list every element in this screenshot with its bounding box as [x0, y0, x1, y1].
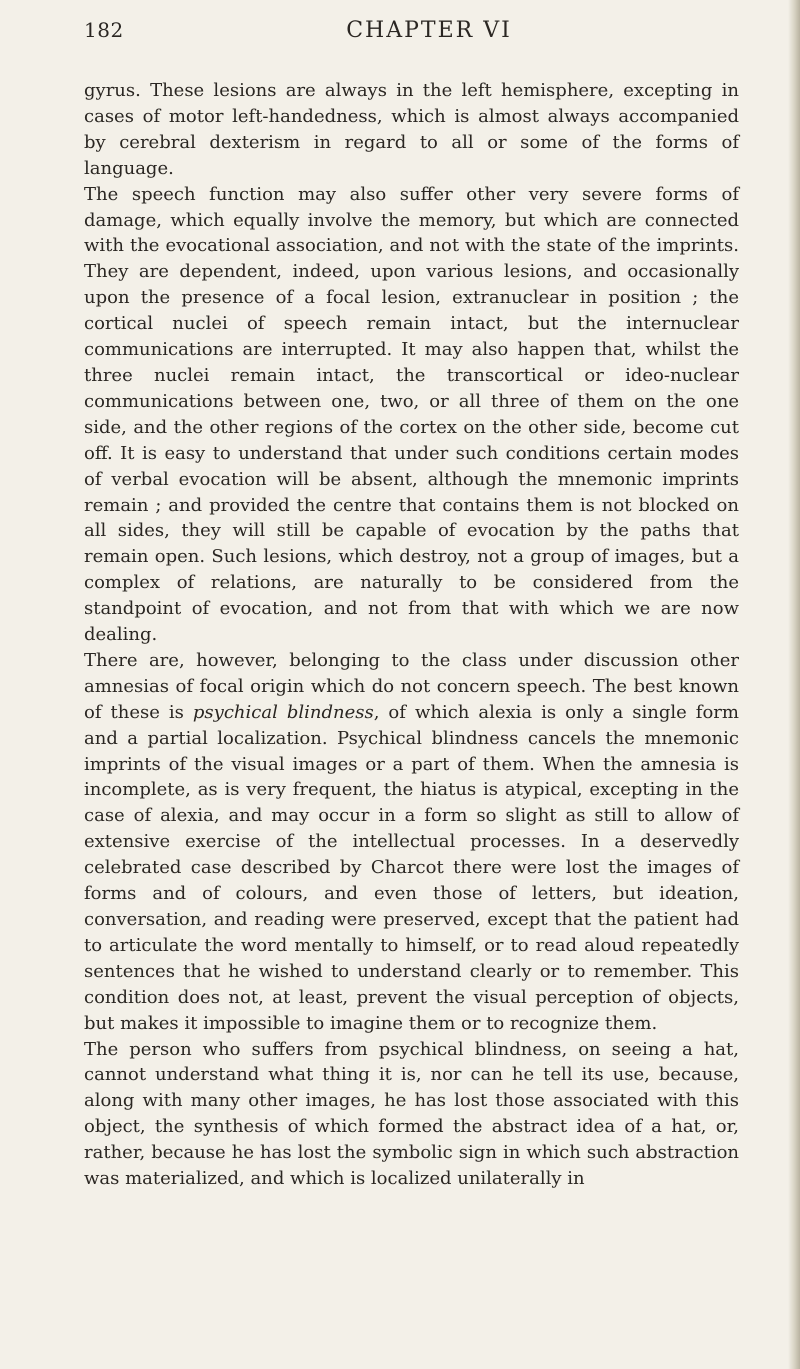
running-head: CHAPTER VI: [346, 18, 512, 43]
page-edge-shadow: [788, 0, 800, 1369]
page-number: 182: [84, 18, 124, 42]
psychical-blindness-term: psychical blindness: [192, 701, 374, 723]
paragraph-2: The speech function may also suffer other very severe forms of damage, which equally involve the memory, but which are connected with the evocational association, and not with the state of the imprints. They are dependent, indeed, upon various lesions, and occasionally upon the presence of a focal lesion, extranuclear in position ; the cortical nuclei of speech remain intact, but the internuclear communications are interrupted. It may also happen that, whilst the three nuclei remain intact, the transcortical or ideo-nuclear communications between one, two, or all three of them on the one side, and the other regions of the cortex on the other side, become cut off. It is easy to understand that under such conditions certain modes of verbal evocation will be absent, although the mnemonic imprints remain ; and provided the centre that contains them is not blocked on all sides, they will still be capable of evocation by the paths that remain open. Such lesions, which destroy, not a group of images, but a complex of relations, are naturally to be considered from the standpoint of evocation, and not from that with which we are now dealing.: [84, 183, 739, 646]
page-header: [84, 18, 774, 58]
paragraph-4: The person who suffers from psychical blindness, on seeing a hat, cannot understand what thing it is, nor can he tell its use, because, along with many other images, he has lost those associated with this object, the synthesis of which formed the abstract idea of a hat, or, rather, because he has lost the symbolic sign in which such abstraction was materialized, and which is localized unilaterally in: [84, 1038, 739, 1190]
paragraph-3-text-before: There are, however, belonging to the class under discussion other amnesias of focal origin which do not concern speech. The best known of these is: [84, 649, 739, 723]
paragraph-1: gyrus. These lesions are always in the left hemisphere, excepting in cases of motor left-handedness, which is almost always accompanied by cerebral dexterism in regard to all or some of the forms of language.: [84, 80, 739, 179]
paragraph-3-text-after: , of which alexia is only a single form and a partial localization. Psychical blindness cancels the mnemonic imprints of the visual images or a part of them. When the amnesia is incomplete, as is very frequent, the hiatus is atypical, excepting in the case of alexia, and may occur in a form so slight as still to allow of extensive exercise of the intellectual processes. In a deservedly celebrated case described by Charcot there were lost the images of forms and of colours, and even those of letters, but ideation, conversation, and reading were preserved, except that the patient had to articulate the word mentally to himself, or to read aloud repeatedly sentences that he wished to understand clearly or to remember. This condition does not, at least, prevent the visual perception of objects, but makes it impossible to imagine them or to recognize them.: [84, 701, 739, 1034]
body-text: [84, 78, 739, 1192]
paragraph-3: [84, 648, 739, 1037]
